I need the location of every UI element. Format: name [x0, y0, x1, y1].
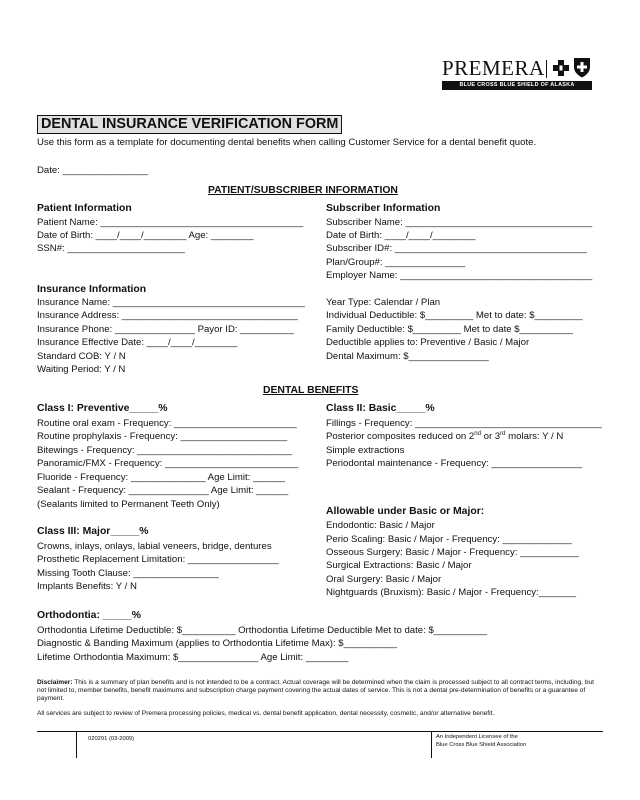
intro-text: Use this form as a template for documenting dental benefits when calling Customer Service for a dental benefit quote.	[37, 137, 537, 148]
class1-item[interactable]: Fluoride - Frequency: ______________ Age Limit: ______	[37, 472, 286, 483]
patient-ssn-field[interactable]: SSN#: ______________________	[37, 243, 185, 254]
insurance-name-field[interactable]: Insurance Name: ____________________________________	[37, 297, 305, 308]
footer-divider	[76, 732, 77, 758]
standard-cob-field[interactable]: Standard COB: Y / N	[37, 351, 126, 362]
premera-logo-wordmark: PREMERA	[442, 56, 545, 80]
form-code: 020291 (03-2009)	[88, 736, 135, 742]
class3-item[interactable]: Implants Benefits: Y / N	[37, 581, 137, 592]
waiting-period-field[interactable]: Waiting Period: Y / N	[37, 364, 126, 375]
licensee-line-2: Blue Cross Blue Shield Association	[436, 742, 527, 748]
class1-item[interactable]: Routine oral exam - Frequency: _______________________	[37, 418, 297, 429]
class3-item[interactable]: Prosthetic Replacement Limitation: _________________	[37, 554, 279, 565]
patient-info-heading: Patient Information	[37, 203, 132, 214]
class1-note: (Sealants limited to Permanent Teeth Only)	[37, 499, 220, 510]
insurance-effective-date-field[interactable]: Insurance Effective Date: ____/____/________	[37, 337, 238, 348]
footer-rule	[37, 731, 603, 732]
class3-item: Crowns, inlays, onlays, labial veneers, bridge, dentures	[37, 541, 272, 552]
subscriber-dob-field[interactable]: Date of Birth: ____/____/________	[326, 230, 476, 241]
class2-item: Simple extractions	[326, 445, 405, 456]
class1-heading[interactable]: Class I: Preventive_____%	[37, 403, 168, 414]
disclaimer-text	[37, 679, 597, 703]
class2-item[interactable]: Periodontal maintenance - Frequency: _________________	[326, 458, 583, 469]
class3-item[interactable]: Missing Tooth Clause: ________________	[37, 568, 219, 579]
blue-shield-icon	[573, 57, 591, 78]
orthodontia-item[interactable]: Diagnostic & Banding Maximum (applies to Orthodontia Lifetime Max): $__________	[37, 638, 397, 649]
class1-item[interactable]: Sealant - Frequency: _______________ Age Limit: ______	[37, 485, 289, 496]
allowable-item[interactable]: Osseous Surgery: Basic / Major - Frequency: ___________	[326, 547, 579, 558]
patient-dob-field[interactable]: Date of Birth: ____/____/________ Age: ________	[37, 230, 254, 241]
section-heading-dental-benefits: DENTAL BENEFITS	[263, 385, 359, 396]
allowable-item[interactable]: Surgical Extractions: Basic / Major	[326, 560, 472, 571]
subscriber-info-heading: Subscriber Information	[326, 203, 441, 214]
licensee-line-1: An Independent Licensee of the	[436, 734, 518, 740]
deductible-applies-field[interactable]: Deductible applies to: Preventive / Basic / Major	[326, 337, 530, 348]
class3-heading[interactable]: Class III: Major_____%	[37, 526, 149, 537]
orthodontia-heading[interactable]: Orthodontia: _____%	[37, 610, 141, 621]
class1-item[interactable]: Bitewings - Frequency: _____________________________	[37, 445, 292, 456]
disclaimer-body: This is a summary of plan benefits and is not intended to be a contract. Actual coverage will be determined when the claim is processed subject to all contract terms, including, but not limited to, member benefits, benefit maximums and subscription charge payment covering the actual dates of service. This is not a dental pre-determination of benefits or a guarantee of payment.	[37, 679, 594, 702]
class1-item[interactable]: Routine prophylaxis - Frequency: ____________________	[37, 431, 288, 442]
allowable-heading: Allowable under Basic or Major:	[326, 506, 485, 517]
review-notice: All services are subject to review of Premera processing policies, medical vs. dental benefit application, dental necessity, cosmetic, and/or alternative benefit.	[37, 710, 495, 717]
subscriber-id-field[interactable]: Subscriber ID#: ____________________________________	[326, 243, 587, 254]
allowable-item[interactable]: Endodontic: Basic / Major	[326, 520, 435, 531]
class1-item[interactable]: Panoramic/FMX - Frequency: _________________________	[37, 458, 299, 469]
class2-heading[interactable]: Class II: Basic_____%	[326, 403, 435, 414]
logo-tagline: BLUE CROSS BLUE SHIELD OF ALASKA	[442, 81, 592, 90]
dental-maximum-field[interactable]: Dental Maximum: $_______________	[326, 351, 489, 362]
individual-deductible-field[interactable]: Individual Deductible: $_________ Met to date: $_________	[326, 310, 583, 321]
disclaimer-label: Disclaimer:	[37, 679, 73, 686]
section-heading-patient-subscriber: PATIENT/SUBSCRIBER INFORMATION	[208, 185, 398, 196]
insurance-phone-field[interactable]: Insurance Phone: _______________ Payor ID: __________	[37, 324, 294, 335]
employer-name-field[interactable]: Employer Name: ____________________________________	[326, 270, 593, 281]
allowable-item[interactable]: Perio Scaling: Basic / Major - Frequency: _____________	[326, 534, 572, 545]
allowable-item[interactable]: Nightguards (Bruxism): Basic / Major - Frequency:_______	[326, 587, 577, 598]
subscriber-name-field[interactable]: Subscriber Name: ___________________________________	[326, 217, 593, 228]
insurance-address-field[interactable]: Insurance Address: _________________________________	[37, 310, 298, 321]
logo-divider	[546, 60, 547, 78]
allowable-item[interactable]: Oral Surgery: Basic / Major	[326, 574, 442, 585]
form-title: DENTAL INSURANCE VERIFICATION FORM	[37, 115, 342, 134]
orthodontia-item[interactable]: Lifetime Orthodontia Maximum: $_______________ Age Limit: ________	[37, 652, 349, 663]
class2-item[interactable]: Fillings - Frequency: ___________________________________	[326, 418, 602, 429]
plan-group-field[interactable]: Plan/Group#: _______________	[326, 257, 466, 268]
patient-name-field[interactable]: Patient Name: ______________________________________	[37, 217, 304, 228]
family-deductible-field[interactable]: Family Deductible: $_________ Met to date $__________	[326, 324, 573, 335]
orthodontia-item[interactable]: Orthodontia Lifetime Deductible: $__________ Orthodontia Lifetime Deductible Met to date: $__________	[37, 625, 488, 636]
class2-item[interactable]: Posterior composites reduced on 2nd or 3rd molars: Y / N	[326, 430, 564, 442]
date-field[interactable]: Date: ________________	[37, 165, 148, 176]
insurance-info-heading: Insurance Information	[37, 284, 147, 295]
year-type-field[interactable]: Year Type: Calendar / Plan	[326, 297, 441, 308]
blue-cross-icon	[553, 58, 569, 78]
footer-divider	[431, 732, 432, 758]
